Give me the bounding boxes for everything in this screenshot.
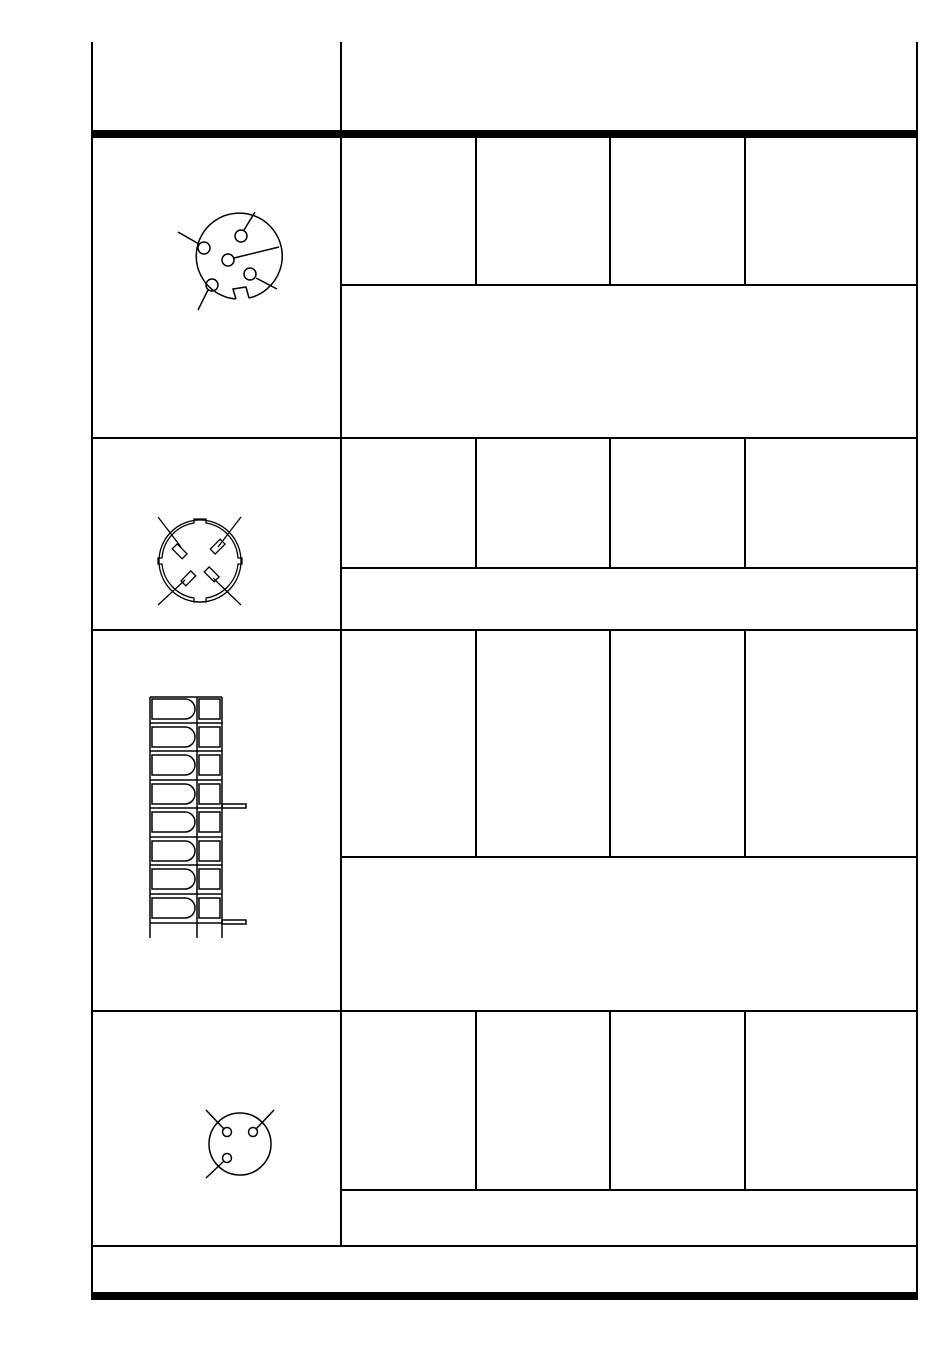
m8-3-pin-icon bbox=[206, 1110, 274, 1178]
m12-5-pin-icon bbox=[178, 212, 282, 310]
header-rule bbox=[91, 130, 918, 138]
4-pin-bayonet-icon bbox=[158, 517, 242, 605]
8-way-terminal-block-icon bbox=[150, 697, 246, 938]
bottom-rule bbox=[91, 1292, 918, 1300]
